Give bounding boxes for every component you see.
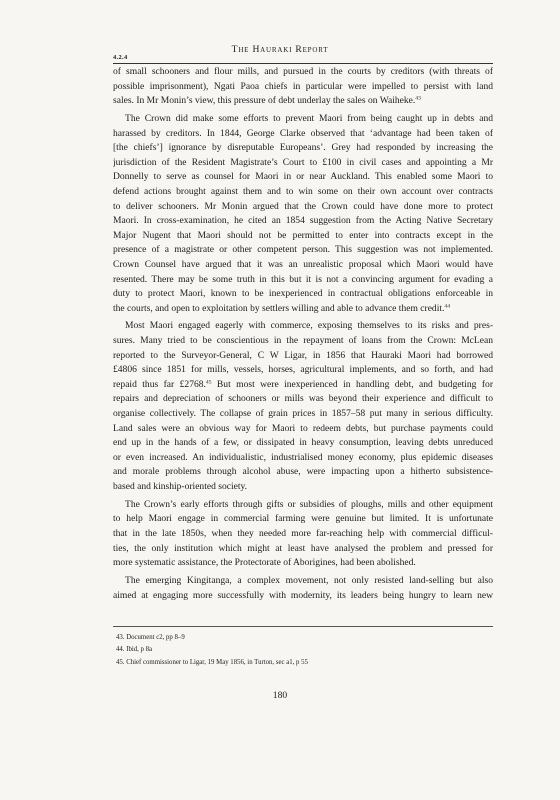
text-line: sures. Many tried to be conscientious in the repayment of loans from the Crown: McLean (113, 335, 493, 347)
text-line: that in the late 1850s, when they needed more far-reaching help with commercial difficul- (113, 527, 493, 539)
paragraph (113, 319, 493, 494)
page-number: 180 (272, 690, 288, 701)
footnote-marker[interactable]: 45 (205, 379, 212, 386)
text-line: jurisdiction of the Resident Magistrate’s Court to £100 in civil cases and appointing a Mr (113, 156, 493, 168)
footnote-marker[interactable]: 44 (444, 303, 450, 310)
text-line: £4806 since 1851 for mills, vessels, horses, agricultural implements, and so forth, and had (113, 364, 493, 376)
text-line: to deliver schooners. Mr Monin argued that the Crown could have done more to protect (113, 200, 493, 212)
text-line: to help Maori engage in commercial farming were genuine but limited. It is unfortunate (113, 513, 493, 525)
text-line: or even increased. An individualistic, industrialised money economy, plus epidemic diseases (113, 451, 493, 463)
footnote-rule (113, 626, 493, 627)
footnote: 44. Ibid, p 8a (116, 646, 153, 654)
text-line: ties, the only institution which might at least have analysed the problem and pressed for (113, 542, 493, 554)
running-head: The Hauraki Report (231, 44, 329, 55)
text-line: based and kinship-oriented society. (113, 481, 248, 492)
text-line: Most Maori engaged eagerly with commerce, exposing themselves to its risks and pres- (125, 320, 493, 332)
footnotes (116, 632, 486, 669)
text-line: repairs and depreciation of schooners or mills was beyond their experience and difficult to (113, 393, 493, 405)
text-line: Maori. In cross-examination, he cited an 1854 suggestion from the Acting Native Secretary (113, 215, 493, 227)
paragraph (113, 65, 493, 109)
text-line: more systematic assistance, the Protectorate of Aborigines, had been abolished. (113, 557, 416, 569)
paragraph (113, 574, 493, 603)
text-line: The Crown’s early efforts through gifts or subsidies of ploughs, mills and other equipment (125, 498, 493, 510)
text-line: aimed at engaging more successfully with modernity, its leaders being hungry to learn new (113, 589, 493, 601)
text-line: Major Nugent that Maori should not be permitted to enter into contracts except in the (113, 229, 493, 241)
text-line: presence of a magistrate or other competent person. This suggestion was not implemented. (113, 244, 493, 256)
text-line: harassed by creditors. In 1844, George Clarke observed that ‘advantage had been taken of (113, 127, 493, 139)
text-line: resented. There may be some truth in this but it is not a convincing argument for evading a (113, 273, 493, 285)
paragraph (113, 498, 493, 571)
text-line: possible imprisonment), Ngati Paoa chiefs in particular were impelled to persist with land (113, 80, 493, 92)
text-line: of small schooners and flour mills, and pursued in the courts by creditors (with threats of (113, 66, 493, 77)
text-line: [the chiefs’] ignorance by disreputable Europeans’. Grey had responded by increasing the (113, 142, 493, 154)
text-line: end up in the hands of a few, or dissipated in heavy consumption, leaving debts unreduced (113, 437, 493, 449)
text-line: Land sales were an obvious way for Maori to redeem debts, but purchase payments could (113, 422, 493, 434)
text-line: The Crown did make some efforts to prevent Maori from being caught up in debts and (125, 112, 493, 124)
header-rule (113, 63, 493, 64)
footnote-marker[interactable]: 43 (415, 95, 421, 102)
text-line: the courts, and open to exploitation by settlers willing and able to advance them credit.$^{44}$ (113, 302, 450, 314)
text-line: and morale problems through alcohol abuse, were impacting upon a hitherto subsistence- (113, 466, 493, 478)
text-line: repaid thus far £2768.45 But most were inexperienced in handling debt, and budgeting for (113, 378, 493, 390)
section-number: 4.2.4 (113, 54, 128, 61)
text-line: duty to protect Maori, known to be inexperienced in contractual obligations enforceable in (113, 288, 493, 300)
text-line: defend actions brought against them and to win some on their own account over contracts (113, 185, 493, 197)
text-line: reported to the Surveyor-General, C W Ligar, in 1856 that Hauraki Maori had borrowed (113, 349, 493, 361)
body-text (113, 65, 493, 603)
text-line: Donnelly to serve as counsel for Maori in or near Auckland. This enabled some Maori to (113, 171, 493, 183)
paragraph (113, 112, 493, 316)
text-line: sales. In Mr Monin’s view, this pressure of debt underlay the sales on Waiheke.$^{43}$ (113, 95, 421, 107)
text-line: The emerging Kingitanga, a complex movement, not only resisted land-selling but also (125, 574, 493, 586)
footnote: 43. Document c2, pp 8–9 (116, 634, 185, 641)
text-line: Crown Counsel have argued that it was an unrealistic proposal which Maori would have (113, 258, 493, 270)
text-line: organise collectively. The collapse of grain prices in 1857–58 put many in serious difficulty. (113, 408, 493, 420)
footnote: 45. Chief commissioner to Ligar, 19 May 1856, in Turton, sec a1, p 55 (116, 658, 308, 666)
